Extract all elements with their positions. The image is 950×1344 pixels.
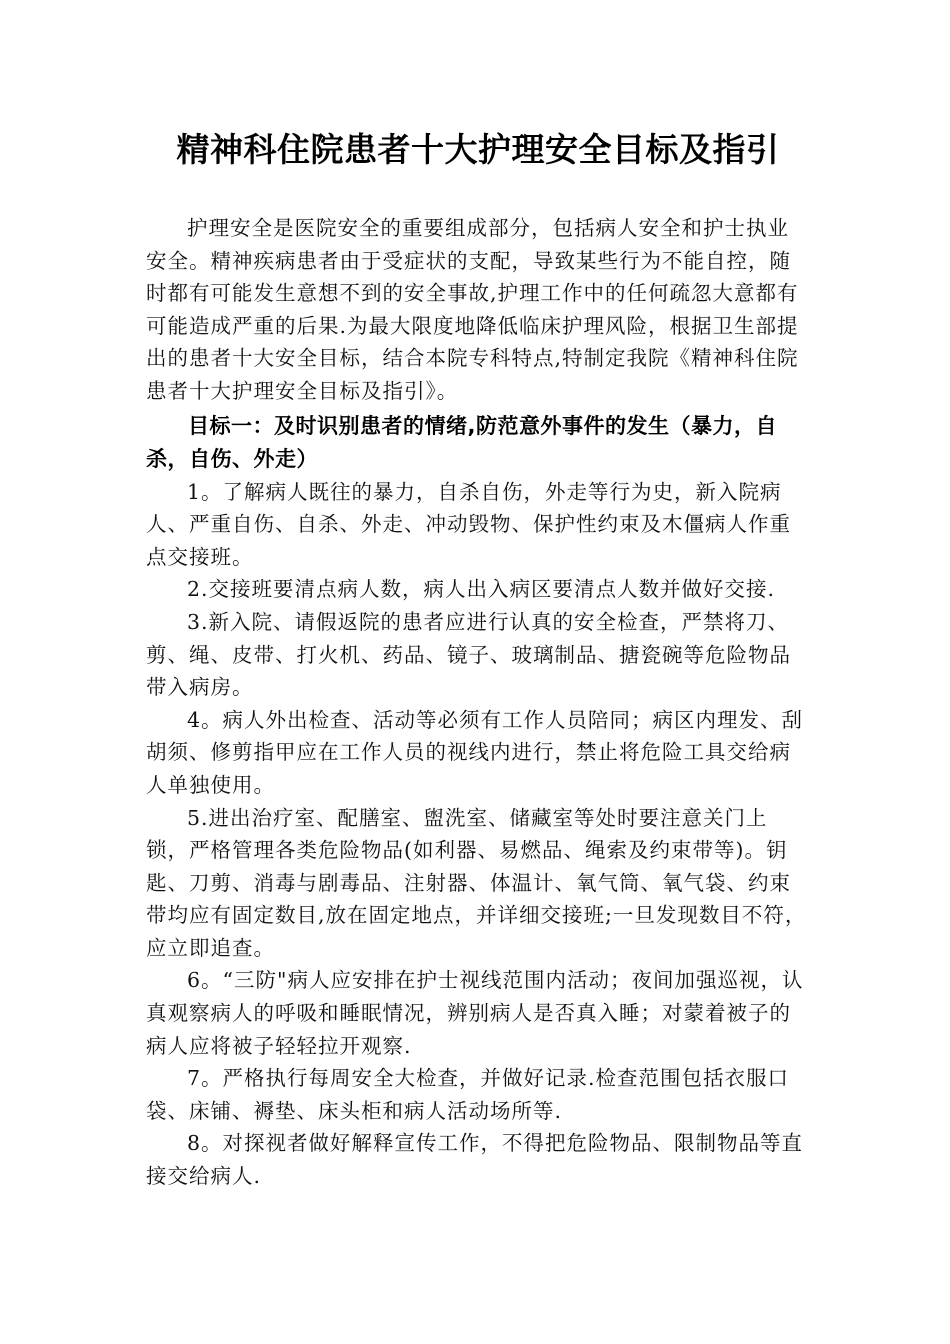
goal-1-item-6: 6。“三防"病人应安排在护士视线范围内活动；夜间加强巡视，认真观察病人的呼吸和睡眠情况，辨别病人是否真入睡；对蒙着被子的病人应将被子轻轻拉开观察. xyxy=(146,968,804,1058)
document-title: 精神科住院患者十大护理安全目标及指引 xyxy=(176,130,780,169)
goal-1-item-7: 7。严格执行每周安全大检查，并做好记录.检查范围包括衣服口袋、床铺、褥垫、床头柜和病人活动场所等. xyxy=(146,1066,790,1123)
goal-1-heading: 目标一：及时识别患者的情绪,防范意外事件的发生（暴力，自杀，自伤、外走） xyxy=(146,413,777,471)
goal-1-item-2: 2.交接班要清点病人数，病人出入病区要清点人数并做好交接. xyxy=(187,577,776,602)
goal-1-item-3: 3.新入院、请假返院的患者应进行认真的安全检查，严禁将刀、剪、绳、皮带、打火机、药品、镜子、玻璃制品、搪瓷碗等危险物品带入病房。 xyxy=(146,609,791,700)
goal-1-item-5: 5.进出治疗室、配膳室、盥洗室、储藏室等处时要注意关门上锁，严格管理各类危险物品(如利器、易燃品、绳索及约束带等)。钥匙、刀剪、消毒与剧毒品、注射器、体温计、氧气筒、氧气袋、约束带均应有固定数目,放在固定地点，并详细交接班;一旦发现数目不符，应立即追查。 xyxy=(146,805,807,960)
goal-1-item-1: 1。了解病人既往的暴力，自杀自伤，外走等行为史，新入院病人、严重自伤、自杀、外走、冲动毁物、保护性约束及木僵病人作重点交接班。 xyxy=(146,479,791,569)
goal-1-item-8: 8。对探视者做好解释宣传工作，不得把危险物品、限制物品等直接交给病人. xyxy=(146,1131,804,1189)
document-body xyxy=(146,212,810,1193)
goal-1-item-4: 4。病人外出检查、活动等必须有工作人员陪同；病区内理发、刮胡须、修剪指甲应在工作人员的视线内进行，禁止将危险工具交给病人单独使用。 xyxy=(146,707,804,797)
intro-paragraph: 护理安全是医院安全的重要组成部分，包括病人安全和护士执业安全。精神疾病患者由于受症状的支配，导致某些行为不能自控，随时都有可能发生意想不到的安全事故,护理工作中的任何疏忽大意都有可能造成严重的后果.为最大限度地降低临床护理风险，根据卫生部提出的患者十大安全目标，结合本院专科特点,特制定我院《精神科住院患者十大护理安全目标及指引》。 xyxy=(146,216,799,403)
